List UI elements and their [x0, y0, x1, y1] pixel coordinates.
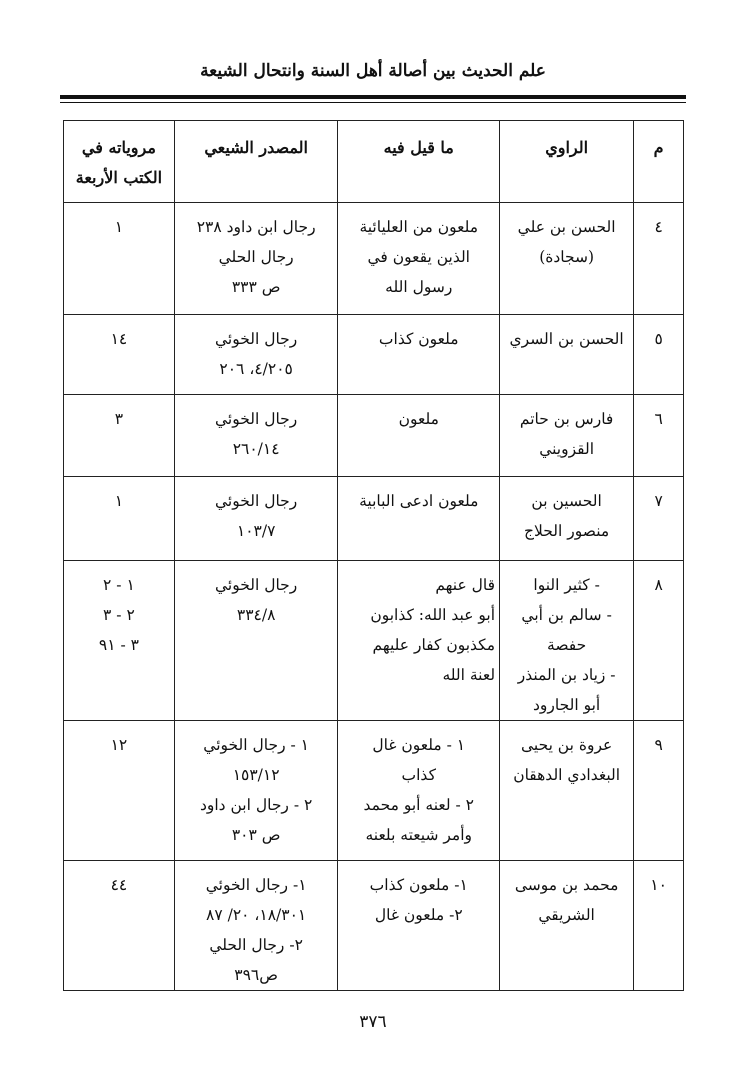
cell-source-line: ١- رجال الخوئي — [205, 876, 307, 894]
cell-narrator-line: الشريقي — [538, 906, 595, 924]
cell-said-line: وأمر شيعته بلعنه — [365, 826, 473, 844]
cell-count-line: ١٢ — [110, 736, 128, 754]
cell-num: ٨ — [634, 561, 684, 721]
table-row — [64, 721, 684, 861]
table-row — [64, 861, 684, 991]
cell-said-line: الذين يقعون في — [367, 248, 470, 266]
cell-narrator-line: أبو الجارود — [533, 696, 601, 714]
cell-num: ٩ — [634, 721, 684, 861]
cell-source-line: رجال الخوئي — [215, 330, 298, 348]
cell-source — [174, 561, 338, 721]
cell-num: ٦ — [634, 395, 684, 477]
cell-narrator — [500, 395, 634, 477]
header-rule-thin — [60, 102, 686, 103]
cell-source — [174, 395, 338, 477]
cell-count — [64, 395, 175, 477]
cell-narrator-line: البغدادي الدهقان — [513, 766, 621, 784]
cell-count-line: ١ - ٢ — [103, 576, 135, 594]
cell-source-line: ٤/٢٠٥، ٢٠٦ — [219, 360, 293, 378]
cell-source-line: ص ٣٠٣ — [231, 826, 281, 844]
header-count-line: مروياته في — [81, 138, 156, 157]
table-row — [64, 477, 684, 561]
cell-source-line: ١٠٣/٧ — [236, 522, 276, 540]
cell-said — [338, 477, 500, 561]
cell-said — [338, 315, 500, 395]
cell-said — [338, 395, 500, 477]
cell-narrator-line: عروة بن يحيى — [520, 736, 613, 754]
cell-narrator-line: - سالم بن أبي — [521, 606, 612, 624]
cell-source-line: ١ - رجال الخوئي — [203, 736, 309, 754]
cell-said-line: ملعون — [398, 410, 439, 428]
cell-source — [174, 315, 338, 395]
running-title: علم الحديث بين أصالة أهل السنة وانتحال الشيعة — [200, 61, 546, 81]
cell-count-line: ١ — [114, 492, 124, 510]
header-num: م — [634, 121, 684, 203]
cell-narrator-line: محمد بن موسى — [514, 876, 619, 894]
cell-narrator-line: (سجادة) — [539, 248, 595, 266]
cell-source — [174, 477, 338, 561]
header-rule-thick — [60, 95, 686, 99]
cell-said — [338, 721, 500, 861]
cell-said — [338, 203, 500, 315]
cell-num: ١٠ — [634, 861, 684, 991]
cell-count-line: ٣ - ٩١ — [98, 636, 139, 654]
cell-count — [64, 561, 175, 721]
cell-narrator-line: - كثير النوا — [533, 576, 600, 594]
table-row — [64, 561, 684, 721]
page-number: ٣٧٦ — [359, 1012, 387, 1032]
cell-narrator — [500, 861, 634, 991]
cell-count-line: ١٤ — [110, 330, 128, 348]
cell-narrator — [500, 721, 634, 861]
cell-said-line: مكذبون كفار عليهم — [372, 636, 496, 654]
cell-source-line: ٢- رجال الحلي — [209, 936, 303, 954]
cell-source-line: رجال الخوئي — [215, 576, 298, 594]
cell-said-line: ملعون من العليائية — [359, 218, 479, 236]
cell-said-line: ١- ملعون كذاب — [369, 876, 468, 894]
narrators-table — [63, 120, 684, 991]
header-said: ما قيل فيه — [338, 121, 500, 203]
cell-count — [64, 861, 175, 991]
cell-said-line: أبو عبد الله: كذابون — [370, 606, 496, 624]
cell-source — [174, 203, 338, 315]
cell-narrator-line: الحسين بن — [531, 492, 602, 510]
cell-num: ٧ — [634, 477, 684, 561]
cell-source-line: ٣٣٤/٨ — [236, 606, 276, 624]
cell-source-line: ٢ - رجال ابن داود — [199, 796, 313, 814]
cell-said-line: رسول الله — [385, 278, 453, 296]
cell-source-line: ١٨/٣٠١، ٢٠/ ٨٧ — [206, 906, 307, 924]
cell-narrator — [500, 477, 634, 561]
cell-said-line: قال عنهم — [435, 576, 496, 594]
cell-count-line: ١ — [114, 218, 124, 236]
cell-narrator-line: الحسن بن علي — [517, 218, 616, 236]
table-row — [64, 203, 684, 315]
header-count — [64, 121, 175, 203]
cell-said-line: ١ - ملعون غال — [372, 736, 466, 754]
cell-num: ٤ — [634, 203, 684, 315]
cell-narrator — [500, 203, 634, 315]
cell-said-line: ملعون كذاب — [378, 330, 459, 348]
table-row — [64, 395, 684, 477]
header-narrator: الراوي — [500, 121, 634, 203]
cell-num: ٥ — [634, 315, 684, 395]
cell-count-line: ٢ - ٣ — [103, 606, 135, 624]
cell-narrator-line: فارس بن حاتم — [519, 410, 614, 428]
cell-said-line: كذاب — [401, 766, 436, 784]
table-header-row — [64, 121, 684, 203]
cell-narrator-line: - زياد بن المنذر — [517, 666, 616, 684]
cell-count-line: ٤٤ — [110, 876, 128, 894]
header-source: المصدر الشيعي — [174, 121, 338, 203]
cell-said — [338, 561, 500, 721]
cell-narrator-line: منصور الحلاج — [524, 522, 610, 540]
cell-source — [174, 861, 338, 991]
cell-said — [338, 861, 500, 991]
cell-source-line: رجال الخوئي — [215, 492, 298, 510]
cell-narrator — [500, 561, 634, 721]
cell-source — [174, 721, 338, 861]
cell-said-line: ٢ - لعنه أبو محمد — [363, 796, 474, 814]
cell-count — [64, 203, 175, 315]
cell-count — [64, 477, 175, 561]
cell-count — [64, 721, 175, 861]
cell-said-line: ملعون ادعى البابية — [359, 492, 479, 510]
cell-narrator — [500, 315, 634, 395]
cell-count — [64, 315, 175, 395]
cell-source-line: ص٣٩٦ — [234, 966, 278, 984]
cell-source-line: ص ٣٣٣ — [231, 278, 281, 296]
cell-count-line: ٣ — [114, 410, 124, 428]
header-count-line: الكتب الأربعة — [75, 168, 163, 187]
cell-source-line: ٢٦٠/١٤ — [232, 440, 280, 458]
table-row — [64, 315, 684, 395]
cell-said-line: ٢- ملعون غال — [374, 906, 463, 924]
cell-narrator-line: القزويني — [539, 440, 595, 458]
cell-source-line: رجال الحلي — [218, 248, 294, 266]
cell-source-line: رجال الخوئي — [215, 410, 298, 428]
cell-narrator-line: حفصة — [547, 636, 587, 654]
cell-said-line: لعنة الله — [442, 666, 496, 684]
cell-source-line: رجال ابن داود ٢٣٨ — [196, 218, 316, 236]
cell-narrator-line: الحسن بن السري — [509, 330, 624, 348]
cell-source-line: ١٥٣/١٢ — [232, 766, 280, 784]
